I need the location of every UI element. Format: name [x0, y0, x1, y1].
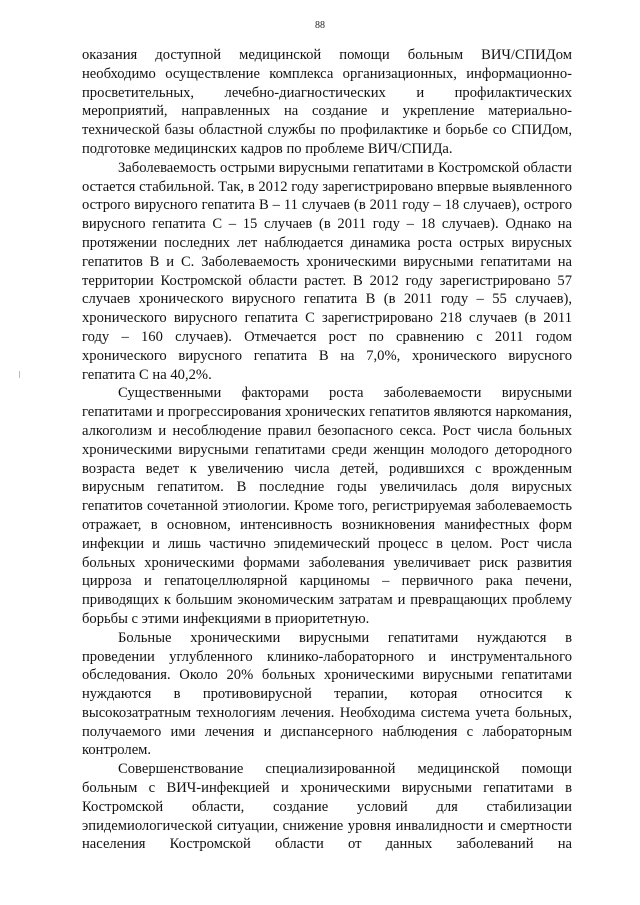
paragraph-risk-factors: Существенными факторами роста заболеваемости вирусными гепатитами и прогрессирования хронических гепатитов являются наркомания, алкоголизм и несоблюдение правил безопасного секса. Рост числа больных хроническими вирусными гепатитами среди женщин молодого детородного возраста ведет к увеличению числа детей, родившихся с врожденным вирусным гепатитом. В последние годы увеличилась доля вирусных гепатитов сочетанной этиологии. Кроме того, регистрируемая заболеваемость отражает, в основном, интенсивность возникновения манифестных форм инфекции и лишь частично эпидемический процесс в целом. Рост числа больных хроническими формами заболевания увеличивает риск развития цирроза и гепатоцеллюлярной карциномы – первичного рака печени, приводящих к большим экономическим затратам и превращающих проблему борьбы с этими инфекциями в приоритетную. [82, 385, 572, 627]
paragraph-continuation: оказания доступной медицинской помощи больным ВИЧ/СПИДом необходимо осуществление комплекса организационных, информационно-просветительных, лечебно-диагностических и профилактических мероприятий, направленных на создание и укрепление материально-технической базы областной службы по профилактике и борьбе со СПИДом, подготовке медицинских кадров по проблеме ВИЧ/СПИДа. [82, 47, 572, 157]
paragraph-improvement-goals: Совершенствование специализированной медицинской помощи больным с ВИЧ-инфекцией и хроническими вирусными гепатитами в Костромской области, создание условий для стабилизации эпидемиологической ситуации, снижение уровня инвалидности и смертности населения Костромской области от данных заболеваний на [82, 761, 572, 853]
body-text [82, 46, 572, 854]
page-number: 88 [315, 20, 325, 31]
paragraph-examination-needs: Больные хроническими вирусными гепатитами нуждаются в проведении углубленного клинико-лабораторного и инструментального обследования. Около 20% больных хроническими вирусными гепатитами нуждаются в противовирусной терапии, которая относится к высокозатратным технологиям лечения. Необходима система учета больных, получаемого ими лечения и диспансерного наблюдения с лабораторным контролем. [82, 629, 572, 759]
paragraph-hepatitis-incidence: Заболеваемость острыми вирусными гепатитами в Костромской области остается стабильной. Так, в 2012 году зарегистрировано впервые выявленного острого вирусного гепатита В – 11 случаев (в 2011 году – 18 случаев), острого вирусного гепатита С – 15 случаев (в 2011 году – 18 случаев). Однако на протяжении последних лет наблюдается динамика роста острых вирусных гепатитов В и С. Заболеваемость хроническими вирусными гепатитами на территории Костромской области растет. В 2012 году зарегистрировано 57 случаев хронического вирусного гепатита В (в 2011 году – 55 случаев), хронического вирусного гепатита С зарегистрировано 218 случаев (в 2011 году – 160 случаев). Отмечается рост по сравнению с 2011 годом хронического вирусного гепатита В на 7,0%, хронического вирусного гепатита С на 40,2%. [82, 159, 572, 383]
scan-artifact-mark [19, 371, 20, 378]
